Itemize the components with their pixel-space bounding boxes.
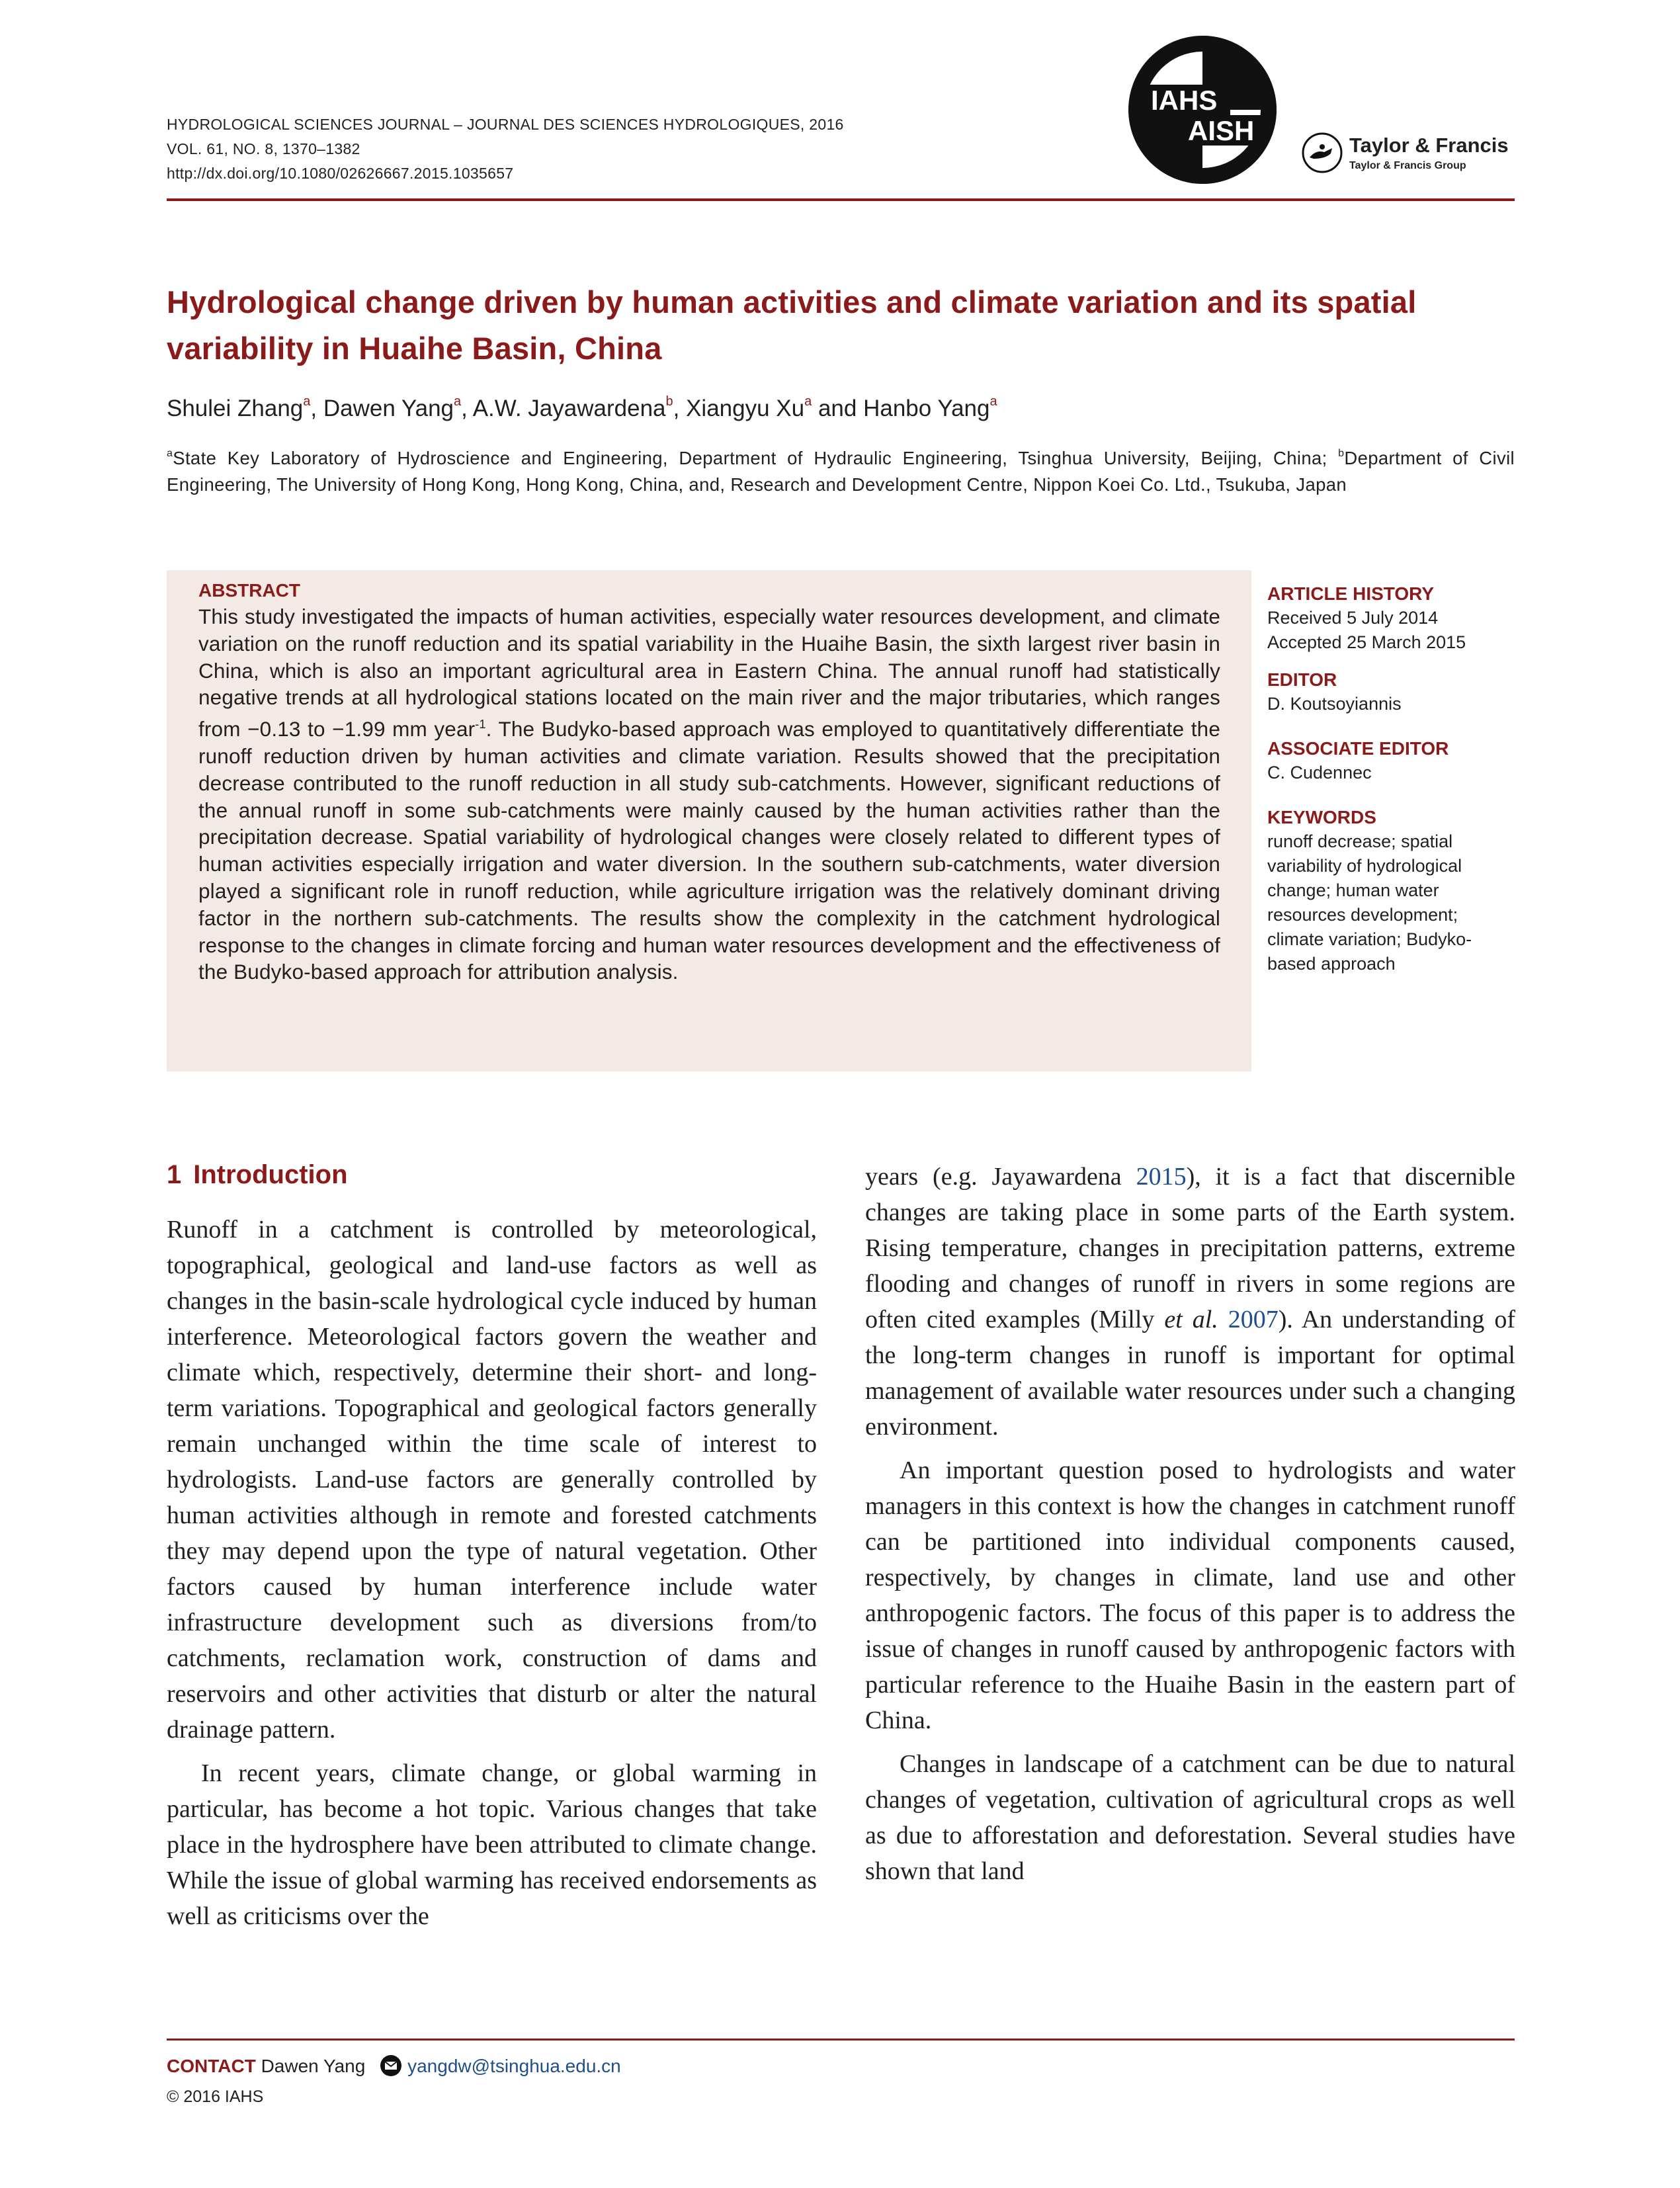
email-envelope-icon (380, 2054, 402, 2077)
doi-link[interactable]: http://dx.doi.org/10.1080/02626667.2015.1035657 (167, 165, 514, 182)
author-affiliation-mark: a (454, 394, 462, 409)
copyright: © 2016 IAHS (167, 2087, 264, 2106)
contact-line (167, 2053, 621, 2080)
body-paragraph: years (e.g. Jayawardena 2015), it is a fact that discernible changes are taking place in some parts of the Earth system. Rising temperature, changes in precipitation patterns, extreme flooding and changes of runoff in rivers in some regions are often cited examples (Milly et al. 2007). An understanding of the long-term changes in runoff is important for optimal management of available water resources under such a changing environment. (865, 1163, 1516, 1441)
contact-label: CONTACT (167, 2056, 256, 2076)
author-name[interactable]: Xiangyu Xu (686, 396, 805, 421)
journal-name: HYDROLOGICAL SCIENCES JOURNAL – JOURNAL DES SCIENCES HYDROLOGIQUES, 2016 (167, 116, 844, 133)
body-paragraph: Runoff in a catchment is controlled by meteorological, topographical, geological and land-use factors as well as changes in the basin-scale hydrological cycle induced by human interference. Meteorological factors govern the weather and climate which, respectively, determine their short- and long-term variations. Topographical and geological factors generally remain unchanged within the time scale of interest to hydrologists. Land-use factors are generally controlled by human activities although in remote and forested catchments they may depend upon the type of natural vegetation. Other factors caused by human interference include water infrastructure development such as diversions from/to catchments, reclamation work, construction of dams and reservoirs and other activities that disturb or alter the natural drainage pattern. (167, 1216, 817, 1744)
associate-editor-block (1267, 737, 1505, 785)
affiliation-text: Department of Civil Engineering, The University of Hong Kong, Hong Kong, China, and, Research and Development Centre, Nippon Koei Co. Ltd., Tsukuba, Japan (167, 448, 1515, 495)
iahs-aish-logo (1124, 32, 1281, 188)
section-title: Introduction (193, 1160, 348, 1189)
associate-editor-name: C. Cudennec (1267, 763, 1372, 782)
author-name[interactable]: Dawen Yang (323, 396, 454, 421)
accepted-date: Accepted 25 March 2015 (1267, 632, 1466, 652)
contact-email-link[interactable]: yangdw@tsinghua.edu.cn (407, 2056, 621, 2076)
publisher-name: Taylor & Francis (1349, 134, 1509, 157)
abstract-text: This study investigated the impacts of human activities, especially water resources development, and climate variation on the runoff reduction and its spatial variability in the Huaihe Basin, the sixth largest river basin in China, which is also an important agricultural area in Eastern China. The annual runoff had statistically negative trends at all hydrological stations located on the main river and the major tributaries, which ranges from −0.13 to −1.99 mm year$^{-1}$. The Budyko-based approach was employed to quantitatively differentiate the runoff reduction driven by human activities and climate variation. Results showed that the precipitation decrease contributed to the runoff reduction in all study sub-catchments. However, significant reductions of the annual runoff in some sub-catchments were mainly caused by the human activities rather than the precipitation decrease. Spatial variability of hydrological changes were closely related to different types of human activities especially irrigation and water diversion. In the southern sub-catchments, water diversion played a significant role in runoff reduction, while agriculture irrigation was the relatively dominant driving factor in the northern sub-catchments. The results show the complexity in the catchment hydrological response to the changes in climate forcing and human water resources development and the effectiveness of the Budyko-based approach for attribution analysis. (198, 605, 1221, 984)
editor-heading: EDITOR (1267, 669, 1337, 690)
iahs-logo-top-text: IAHS (1151, 85, 1218, 116)
citation-link[interactable]: 2015 (1136, 1163, 1187, 1191)
affiliation-mark: b (1338, 448, 1345, 459)
section-number: 1 (167, 1160, 182, 1189)
publisher-group: Taylor & Francis Group (1349, 160, 1466, 171)
body-paragraph: In recent years, climate change, or global warming in particular, has become a hot topic. Various changes that take place in the hydrosphere have been attributed to climate change. While the issue of global warming has received endorsements as well as criticisms over the (167, 1759, 817, 1930)
affiliation-text: State Key Laboratory of Hydroscience and Engineering, Department of Hydraulic Engineering, Tsinghua University, Beijing, China; (173, 448, 1339, 468)
section-heading (167, 1160, 348, 1190)
author-affiliation-mark: a (989, 394, 997, 409)
author-name[interactable]: Shulei Zhang (167, 396, 304, 421)
footer-divider (167, 2039, 1515, 2041)
keywords-block (1267, 806, 1499, 976)
journal-meta (167, 112, 844, 186)
contact-name: Dawen Yang (261, 2056, 366, 2076)
associate-editor-heading: ASSOCIATE EDITOR (1267, 738, 1449, 759)
editor-name: D. Koutsoyiannis (1267, 694, 1402, 714)
author-affiliation-mark: b (665, 394, 673, 409)
editor-block (1267, 668, 1505, 716)
author-list: Shulei Zhang$^a$, Dawen Yang$^a$, A.W. Jayawardena$^b$, Xiangyu Xu$^a$ and Hanbo Yang$^a$ (167, 394, 997, 421)
abstract-heading: ABSTRACT (198, 580, 300, 601)
author-name[interactable]: Hanbo Yang (863, 396, 990, 421)
body-column-right (865, 1159, 1515, 1889)
citation-link[interactable]: 2007 (1228, 1306, 1279, 1333)
volume-info: VOL. 61, NO. 8, 1370–1382 (167, 140, 360, 157)
keywords-heading: KEYWORDS (1267, 807, 1376, 827)
iahs-logo-bottom-text: AISH (1188, 115, 1255, 146)
body-column-left (167, 1212, 817, 1934)
body-paragraph: An important question posed to hydrologists and water managers in this context is how the changes in catchment runoff can be partitioned into individual components caused, respectively, by changes in climate, land use and other anthropogenic factors. The focus of this paper is to address the issue of changes in runoff caused by anthropogenic factors with particular reference to the Huaihe Basin in the eastern part of China. (865, 1456, 1515, 1734)
article-history (1267, 582, 1505, 655)
header-divider (167, 198, 1515, 201)
affiliation-mark: a (167, 448, 173, 459)
affiliations (167, 441, 1515, 498)
author-affiliation-mark: a (303, 394, 311, 409)
article-history-heading: ARTICLE HISTORY (1267, 583, 1435, 604)
article-title: Hydrological change driven by human activities and climate variation and its spatial variability in Huaihe Basin, China (167, 284, 1417, 366)
taylor-francis-logo (1302, 127, 1520, 187)
author-name[interactable]: A.W. Jayawardena (472, 396, 666, 421)
author-affiliation-mark: a (804, 394, 812, 409)
keywords-text: runoff decrease; spatial variability of hydrological change; human water resources development; climate variation; Budyko-based approach (1267, 831, 1472, 974)
lamp-icon (1302, 132, 1343, 173)
body-paragraph: Changes in landscape of a catchment can be due to natural changes of vegetation, cultivation of agricultural crops as well as due to afforestation and deforestation. Several studies have shown that land (865, 1750, 1515, 1885)
received-date: Received 5 July 2014 (1267, 608, 1439, 628)
